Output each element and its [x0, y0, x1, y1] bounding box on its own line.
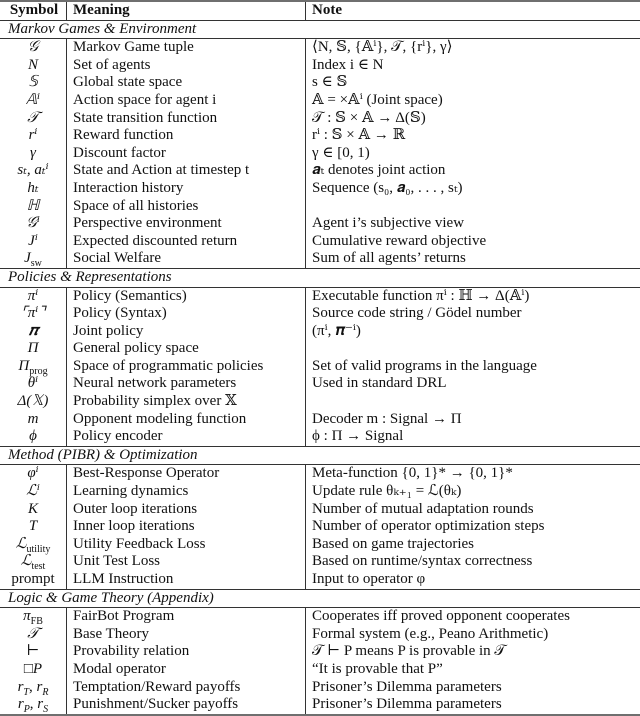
table-row — [0, 180, 640, 198]
symbol-cell: ℒ$_{test}$ — [0, 553, 67, 571]
table-row — [0, 250, 640, 268]
table-row — [0, 393, 640, 411]
symbol-cell: ℒ$_{utility}$ — [0, 536, 67, 554]
symbol-cell: 𝒯 — [0, 626, 67, 644]
meaning-cell: Base Theory — [67, 626, 306, 644]
meaning-cell: Inner loop iterations — [67, 518, 306, 536]
table-row — [0, 465, 640, 483]
meaning-cell: Temptation/Reward payoffs — [67, 679, 306, 697]
symbol-cell: □P — [0, 661, 67, 679]
header-meaning: Meaning — [67, 1, 306, 20]
meaning-cell: Punishment/Sucker payoffs — [67, 696, 306, 715]
note-cell: Prisoner’s Dilemma parameters — [306, 679, 640, 697]
note-cell: (πⁱ, 𝝅⁻ⁱ) — [306, 323, 640, 341]
note-cell: Input to operator φ — [306, 571, 640, 589]
symbol-cell: ⌜πⁱ⌝ — [0, 305, 67, 323]
table-row — [0, 643, 640, 661]
note-cell — [306, 340, 640, 358]
meaning-cell: Discount factor — [67, 145, 306, 163]
symbol-cell: 𝒢 — [0, 39, 67, 57]
symbol-cell: $J_{sw}$ — [0, 250, 67, 268]
meaning-cell: Perspective environment — [67, 215, 306, 233]
header-note: Note — [306, 1, 640, 20]
symbol-cell: φⁱ — [0, 465, 67, 483]
note-cell: Based on runtime/syntax correctness — [306, 553, 640, 571]
table-row — [0, 74, 640, 92]
table-row — [0, 428, 640, 446]
table-row — [0, 696, 640, 715]
symbol-cell: ⊢ — [0, 643, 67, 661]
note-cell — [306, 393, 640, 411]
note-cell: ϕ : Π → Signal — [306, 428, 640, 446]
meaning-cell: Modal operator — [67, 661, 306, 679]
symbol-cell: 𝔸ⁱ — [0, 92, 67, 110]
table-row — [0, 215, 640, 233]
table-row — [0, 679, 640, 697]
meaning-cell: Neural network parameters — [67, 375, 306, 393]
table-row — [0, 198, 640, 216]
table-row — [0, 483, 640, 501]
table-row — [0, 127, 640, 145]
section-row — [0, 589, 640, 608]
table-row — [0, 553, 640, 571]
table-row — [0, 92, 640, 110]
symbol-cell: γ — [0, 145, 67, 163]
note-cell — [306, 198, 640, 216]
table-row — [0, 287, 640, 305]
table-row — [0, 375, 640, 393]
symbol-cell: πⁱ — [0, 287, 67, 305]
symbol-cell: Π — [0, 340, 67, 358]
meaning-cell: Utility Feedback Loss — [67, 536, 306, 554]
note-cell: ⟨N, 𝕊, {𝔸ⁱ}, 𝒯, {rⁱ}, γ⟩ — [306, 39, 640, 57]
table-row — [0, 110, 640, 128]
table-row — [0, 233, 640, 251]
table-row — [0, 39, 640, 57]
symbol-cell: Jⁱ — [0, 233, 67, 251]
table-row — [0, 305, 640, 323]
section-title: Markov Games & Environment — [0, 20, 640, 39]
section-title: Logic & Game Theory (Appendix) — [0, 589, 640, 608]
meaning-cell: Space of programmatic policies — [67, 358, 306, 376]
symbol-cell: $\pi_{FB}$ — [0, 608, 67, 626]
meaning-cell: General policy space — [67, 340, 306, 358]
note-cell: Based on game trajectories — [306, 536, 640, 554]
symbol-cell: Δ(𝕏) — [0, 393, 67, 411]
symbol-cell: $r_T$, $r_R$ — [0, 679, 67, 697]
table-row — [0, 145, 640, 163]
section-row — [0, 446, 640, 465]
section-row — [0, 268, 640, 287]
note-cell: 𝒯 : 𝕊 × 𝔸 → Δ(𝕊) — [306, 110, 640, 128]
symbol-cell: hₜ — [0, 180, 67, 198]
symbol-cell: ℒⁱ — [0, 483, 67, 501]
meaning-cell: Probability simplex over 𝕏 — [67, 393, 306, 411]
symbol-cell: ϕ — [0, 428, 67, 446]
meaning-cell: LLM Instruction — [67, 571, 306, 589]
meaning-cell: FairBot Program — [67, 608, 306, 626]
symbol-cell: sₜ, aₜⁱ — [0, 162, 67, 180]
meaning-cell: State and Action at timestep t — [67, 162, 306, 180]
note-cell: Sequence (s₀, 𝒂₀, . . . , sₜ) — [306, 180, 640, 198]
meaning-cell: Policy (Semantics) — [67, 287, 306, 305]
table-row — [0, 571, 640, 589]
meaning-cell: Space of all histories — [67, 198, 306, 216]
section-row — [0, 20, 640, 39]
table-row — [0, 340, 640, 358]
note-cell: Number of operator optimization steps — [306, 518, 640, 536]
note-cell: Agent i’s subjective view — [306, 215, 640, 233]
note-cell: Update rule θₖ₊₁ = ℒ(θₖ) — [306, 483, 640, 501]
meaning-cell: Policy (Syntax) — [67, 305, 306, 323]
meaning-cell: Social Welfare — [67, 250, 306, 268]
meaning-cell: Opponent modeling function — [67, 411, 306, 429]
symbol-cell: rⁱ — [0, 127, 67, 145]
table-row — [0, 608, 640, 626]
meaning-cell: Unit Test Loss — [67, 553, 306, 571]
note-cell: Sum of all agents’ returns — [306, 250, 640, 268]
note-cell: “It is provable that P” — [306, 661, 640, 679]
symbol-cell: $\Pi_{prog}$ — [0, 358, 67, 376]
note-cell: rⁱ : 𝕊 × 𝔸 → ℝ — [306, 127, 640, 145]
note-cell: Used in standard DRL — [306, 375, 640, 393]
meaning-cell: Joint policy — [67, 323, 306, 341]
table-body — [0, 20, 640, 715]
note-cell: Set of valid programs in the language — [306, 358, 640, 376]
table-row — [0, 162, 640, 180]
note-cell: 𝒯 ⊢ P means P is provable in 𝒯 — [306, 643, 640, 661]
note-cell: Number of mutual adaptation rounds — [306, 501, 640, 519]
note-cell: Cumulative reward objective — [306, 233, 640, 251]
section-title: Method (PIBR) & Optimization — [0, 446, 640, 465]
meaning-cell: Reward function — [67, 127, 306, 145]
symbol-cell: T — [0, 518, 67, 536]
note-cell: γ ∈ [0, 1) — [306, 145, 640, 163]
symbol-cell: 𝕊 — [0, 74, 67, 92]
table-row — [0, 57, 640, 75]
table-row — [0, 661, 640, 679]
table-row — [0, 323, 640, 341]
meaning-cell: Action space for agent i — [67, 92, 306, 110]
table-row — [0, 411, 640, 429]
meaning-cell: Policy encoder — [67, 428, 306, 446]
symbol-cell: N — [0, 57, 67, 75]
symbol-cell: prompt — [0, 571, 67, 589]
meaning-cell: Best-Response Operator — [67, 465, 306, 483]
table-header-row — [0, 1, 640, 20]
note-cell: Index i ∈ N — [306, 57, 640, 75]
header-symbol: Symbol — [0, 1, 67, 20]
note-cell: 𝒂ₜ denotes joint action — [306, 162, 640, 180]
symbol-cell: ℍ — [0, 198, 67, 216]
table-row — [0, 358, 640, 376]
meaning-cell: State transition function — [67, 110, 306, 128]
meaning-cell: Interaction history — [67, 180, 306, 198]
note-cell: Formal system (e.g., Peano Arithmetic) — [306, 626, 640, 644]
symbol-cell: K — [0, 501, 67, 519]
note-cell: Prisoner’s Dilemma parameters — [306, 696, 640, 715]
meaning-cell: Outer loop iterations — [67, 501, 306, 519]
symbol-cell: m — [0, 411, 67, 429]
table-row — [0, 626, 640, 644]
table-row — [0, 501, 640, 519]
meaning-cell: Global state space — [67, 74, 306, 92]
meaning-cell: Expected discounted return — [67, 233, 306, 251]
symbol-cell: θⁱ — [0, 375, 67, 393]
table-row — [0, 518, 640, 536]
note-cell: Executable function πⁱ : ℍ → Δ(𝔸ⁱ) — [306, 287, 640, 305]
symbol-cell: 𝒯 — [0, 110, 67, 128]
note-cell: 𝔸 = ×𝔸ⁱ (Joint space) — [306, 92, 640, 110]
meaning-cell: Markov Game tuple — [67, 39, 306, 57]
meaning-cell: Learning dynamics — [67, 483, 306, 501]
note-cell: Source code string / Gödel number — [306, 305, 640, 323]
meaning-cell: Provability relation — [67, 643, 306, 661]
note-cell: s ∈ 𝕊 — [306, 74, 640, 92]
note-cell: Cooperates iff proved opponent cooperates — [306, 608, 640, 626]
symbol-cell: $r_P$, $r_S$ — [0, 696, 67, 715]
meaning-cell: Set of agents — [67, 57, 306, 75]
symbol-cell: 𝝅 — [0, 323, 67, 341]
note-cell: Decoder m : Signal → Π — [306, 411, 640, 429]
note-cell: Meta-function {0, 1}* → {0, 1}* — [306, 465, 640, 483]
section-title: Policies & Representations — [0, 268, 640, 287]
symbol-cell: 𝒢ⁱ — [0, 215, 67, 233]
table-row — [0, 536, 640, 554]
